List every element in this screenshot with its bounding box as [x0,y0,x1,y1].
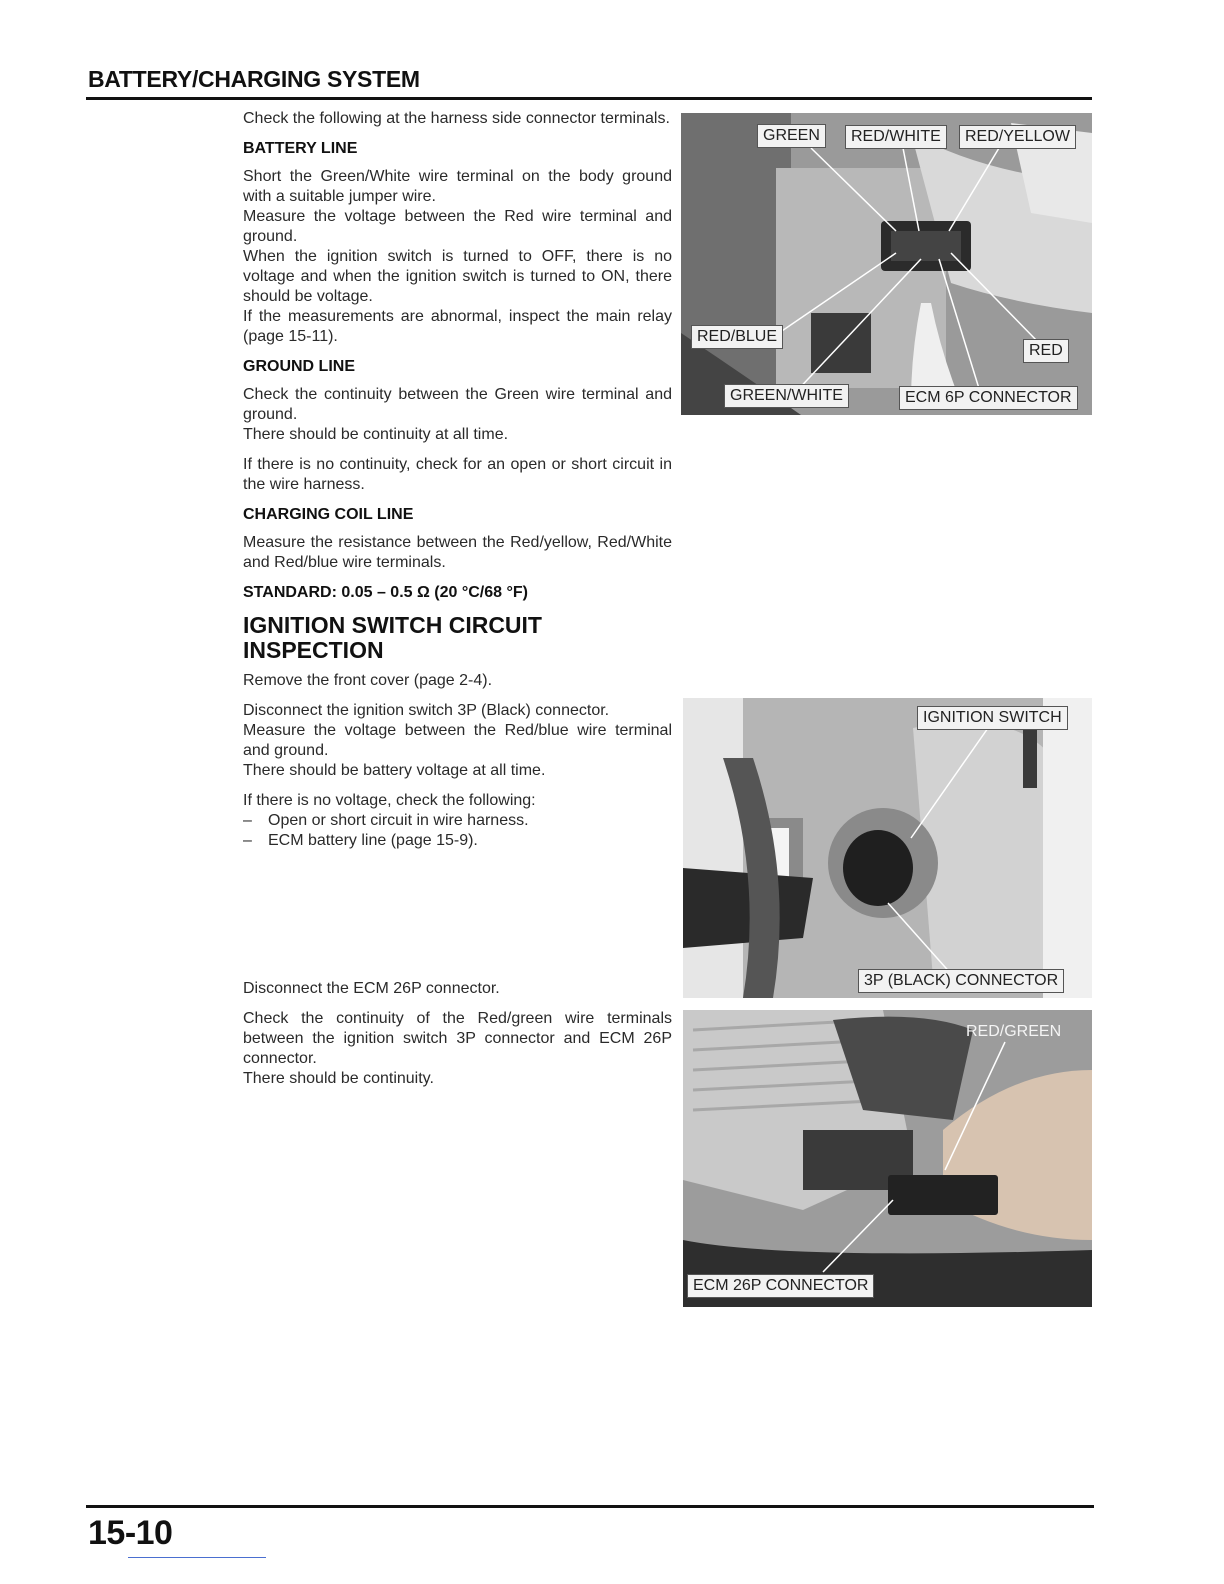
photo-illustration [683,1010,1092,1307]
ground-line-step-2: There should be continuity at all time. [243,426,509,443]
photo-illustration [681,113,1092,415]
page-number: 15-10 [88,1514,173,1552]
ignition-step-7: Check the continuity of the Red/green wire terminals between the ignition switch 3P connector and ECM 26P connector. [243,1010,672,1067]
ignition-heading: IGNITION SWITCH CIRCUIT INSPECTION [243,612,542,663]
label-3p-black-connector: 3P (BLACK) CONNECTOR [858,969,1064,993]
standard-spec: STANDARD: 0.05 – 0.5 Ω (20 °C/68 °F) [243,584,528,601]
label-green-white: GREEN/WHITE [724,384,849,408]
ignition-switch-photo [683,698,1092,998]
check-list [243,811,672,851]
intro-paragraph: Check the following at the harness side connector terminals. [243,110,670,127]
charging-coil-heading: CHARGING COIL LINE [243,506,414,523]
label-red-white: RED/WHITE [845,125,947,149]
battery-line-step-4: If the measurements are abnormal, inspect the main relay (page 15-11). [243,308,672,345]
label-red-blue: RED/BLUE [691,325,783,349]
ignition-step-3: Measure the voltage between the Red/blue wire terminal and ground. [243,722,672,759]
section-title: BATTERY/CHARGING SYSTEM [88,66,420,92]
footer-rule [86,1505,1094,1508]
battery-line-heading: BATTERY LINE [243,140,358,157]
photo-illustration [683,698,1092,998]
list-item: – Open or short circuit in wire harness. [243,811,672,831]
battery-line-step-1: Short the Green/White wire terminal on the body ground with a suitable jumper wire. [243,168,672,205]
label-ecm-6p: ECM 6P CONNECTOR [899,386,1078,410]
battery-line-step-2: Measure the voltage between the Red wire terminal and ground. [243,208,672,245]
page-link-underline [128,1557,266,1558]
ignition-step-2: Disconnect the ignition switch 3P (Black) connector. [243,702,610,719]
label-ignition-switch: IGNITION SWITCH [917,706,1068,730]
ecm-26p-connector-photo [683,1010,1092,1307]
ignition-step-8: There should be continuity. [243,1070,434,1087]
ecm-6p-connector-photo [681,113,1092,415]
label-ecm-26p: ECM 26P CONNECTOR [687,1274,874,1298]
ground-line-step-1: Check the continuity between the Green wire terminal and ground. [243,386,672,423]
header-rule [86,97,1092,100]
text-column [243,109,672,1099]
label-red-green: RED/GREEN [966,1023,1062,1040]
ignition-step-5: If there is no voltage, check the following: [243,792,536,809]
label-green: GREEN [757,124,826,148]
label-red: RED [1023,339,1069,363]
ground-line-heading: GROUND LINE [243,358,355,375]
charging-coil-step-1: Measure the resistance between the Red/yellow, Red/White and Red/blue wire terminals. [243,534,672,571]
ignition-step-4: There should be battery voltage at all time. [243,762,546,779]
label-red-yellow: RED/YELLOW [959,125,1076,149]
ignition-step-6: Disconnect the ECM 26P connector. [243,980,500,997]
ground-line-step-3: If there is no continuity, check for an open or short circuit in the wire harness. [243,456,672,493]
list-item: – ECM battery line (page 15-9). [243,831,672,851]
battery-line-step-3: When the ignition switch is turned to OFF, there is no voltage and when the ignition switch is turned to ON, there should be voltage. [243,248,672,305]
ignition-step-1: Remove the front cover (page 2-4). [243,672,493,689]
